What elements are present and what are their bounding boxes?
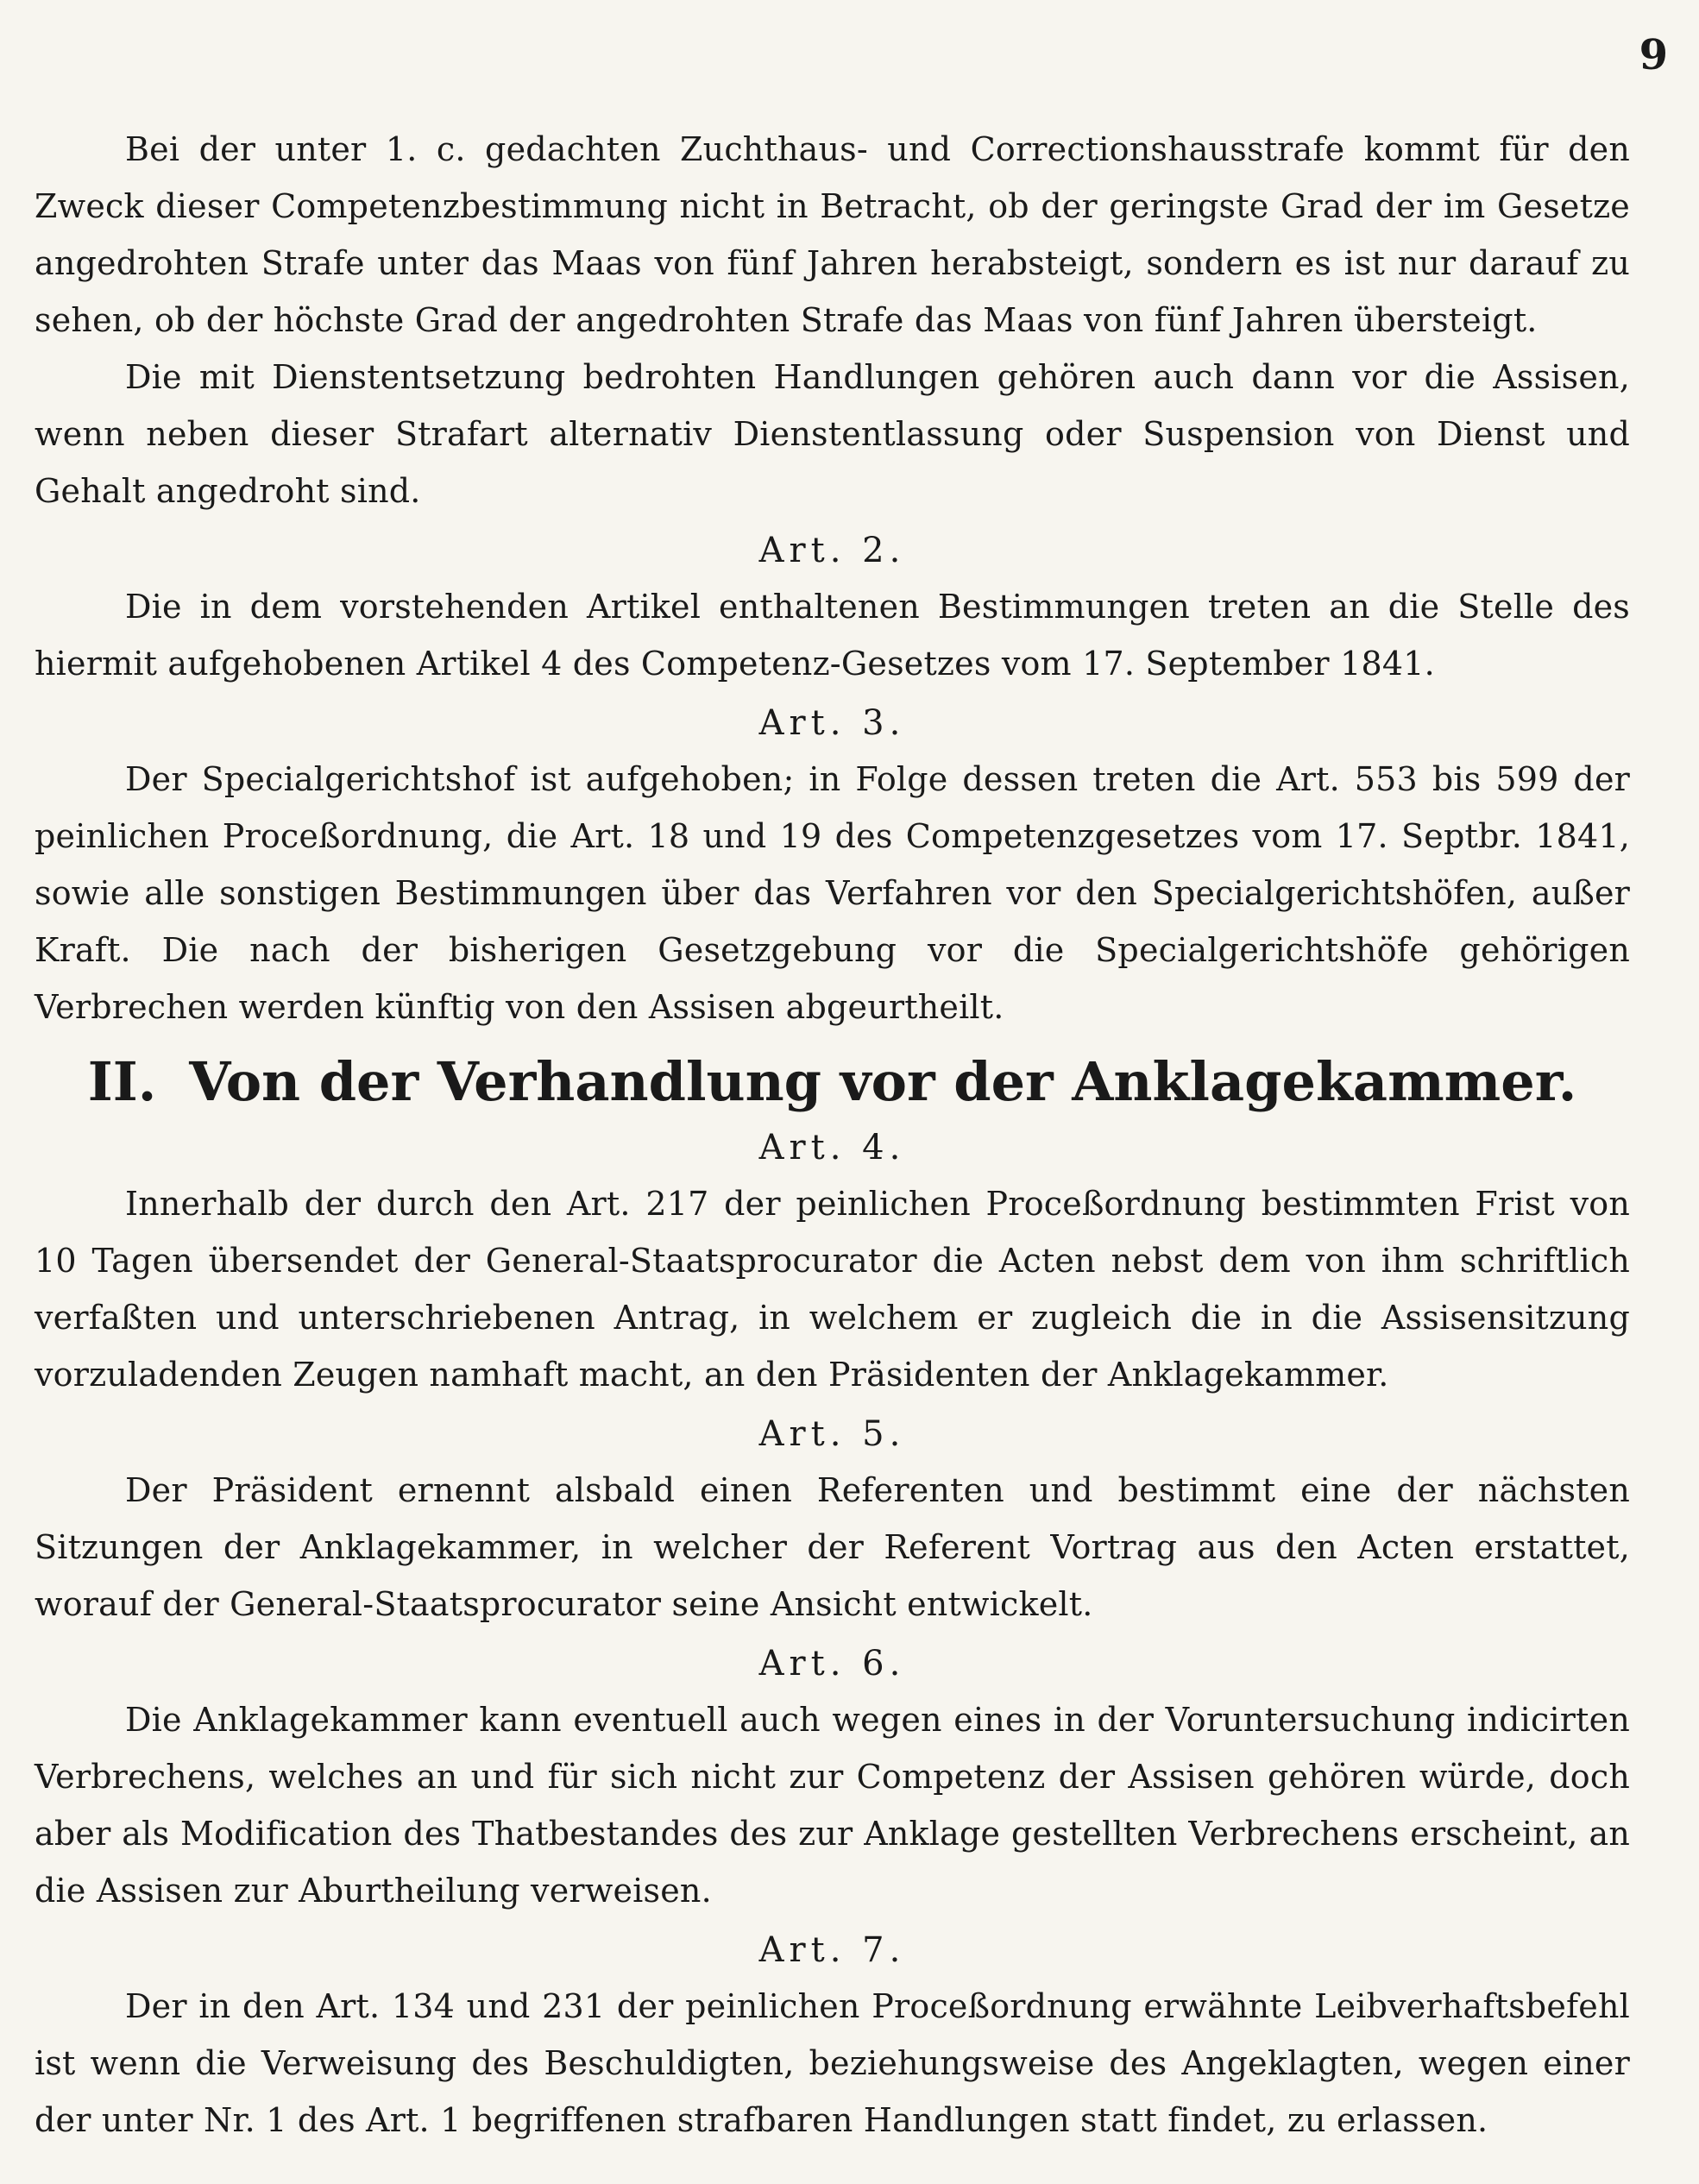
article-heading-4: Art. 4. — [758, 1128, 906, 1168]
paragraph-article-4: Innerhalb der durch den Art. 217 der peinlichen Proceßordnung bestimmten Frist von 10 Tagen übersendet der General-Staatsprocurator die Acten nebst dem von ihm schriftlich verfaßten und unterschriebenen Antrag, in welchem er zugleich die in die Assisensitzung vorzuladenden Zeugen namhaft macht, an den Präsidenten der Anklagekammer. — [35, 1185, 1630, 1394]
section-heading-2 — [35, 1048, 1630, 1117]
page-number: 9 — [1639, 31, 1668, 79]
article-heading-7: Art. 7. — [758, 1930, 906, 1970]
paragraph-competence-note: Bei der unter 1. c. gedachten Zuchthaus- und Correctionshausstrafe kommt für den Zweck dieser Competenzbestimmung nicht in Betracht, ob der geringste Grad der im Gesetze angedrohten Strafe unter das Maas von fünf Jahren herabsteigt, sondern es ist nur darauf zu sehen, ob der höchste Grad der angedrohten Strafe das Maas von fünf Jahren übersteigt. — [35, 130, 1630, 339]
article-heading-3: Art. 3. — [758, 703, 906, 743]
paragraph-article-6: Die Anklagekammer kann eventuell auch wegen eines in der Voruntersuchung indicirten Verbrechens, welches an und für sich nicht zur Competenz der Assisen gehören würde, doch aber als Modification des Thatbestandes des zur Anklage gestellten Verbrechens erscheint, an die Assisen zur Aburtheilung verweisen. — [35, 1701, 1630, 1910]
article-heading-6: Art. 6. — [758, 1644, 906, 1684]
paragraph-article-2: Die in dem vorstehenden Artikel enthaltenen Bestimmungen treten an die Stelle des hiermit aufgehobenen Artikel 4 des Competenz-Gesetzes vom 17. September 1841. — [35, 588, 1630, 683]
article-heading-2: Art. 2. — [758, 531, 906, 570]
paragraph-article-5: Der Präsident ernennt alsbald einen Referenten und bestimmt eine der nächsten Sitzungen der Anklagekammer, in welcher der Referent Vortrag aus den Acten erstattet, worauf der General-Staatsprocurator seine Ansicht entwickelt. — [35, 1471, 1630, 1623]
section-roman-numeral: II. — [87, 1050, 157, 1113]
paragraph-article-3: Der Specialgerichtshof ist aufgehoben; in Folge dessen treten die Art. 553 bis 599 der peinlichen Proceßordnung, die Art. 18 und 19 des Competenzgesetzes vom 17. Septbr. 1841, sowie alle sonstigen Bestimmungen über das Verfahren vor den Specialgerichtshöfen, außer Kraft. Die nach der bisherigen Gesetzgebung vor die Specialgerichtshöfe gehörigen Verbrechen werden künftig von den Assisen abgeurtheilt. — [35, 760, 1630, 1026]
paragraph-article-7: Der in den Art. 134 und 231 der peinlichen Proceßordnung erwähnte Leibverhaftsbefehl ist wenn die Verweisung des Beschuldigten, beziehungsweise des Angeklagten, wegen einer der unter Nr. 1 des Art. 1 begriffenen strafbaren Handlungen statt findet, zu erlassen. — [35, 1987, 1630, 2139]
paragraph-dienstentsetzung: Die mit Dienstentsetzung bedrohten Handlungen gehören auch dann vor die Assisen, wenn neben dieser Strafart alternativ Dienstentlassung oder Suspension von Dienst und Gehalt angedroht sind. — [35, 358, 1630, 510]
article-heading-5: Art. 5. — [758, 1414, 906, 1454]
section-title: Von der Verhandlung vor der Anklagekammer. — [189, 1050, 1577, 1113]
